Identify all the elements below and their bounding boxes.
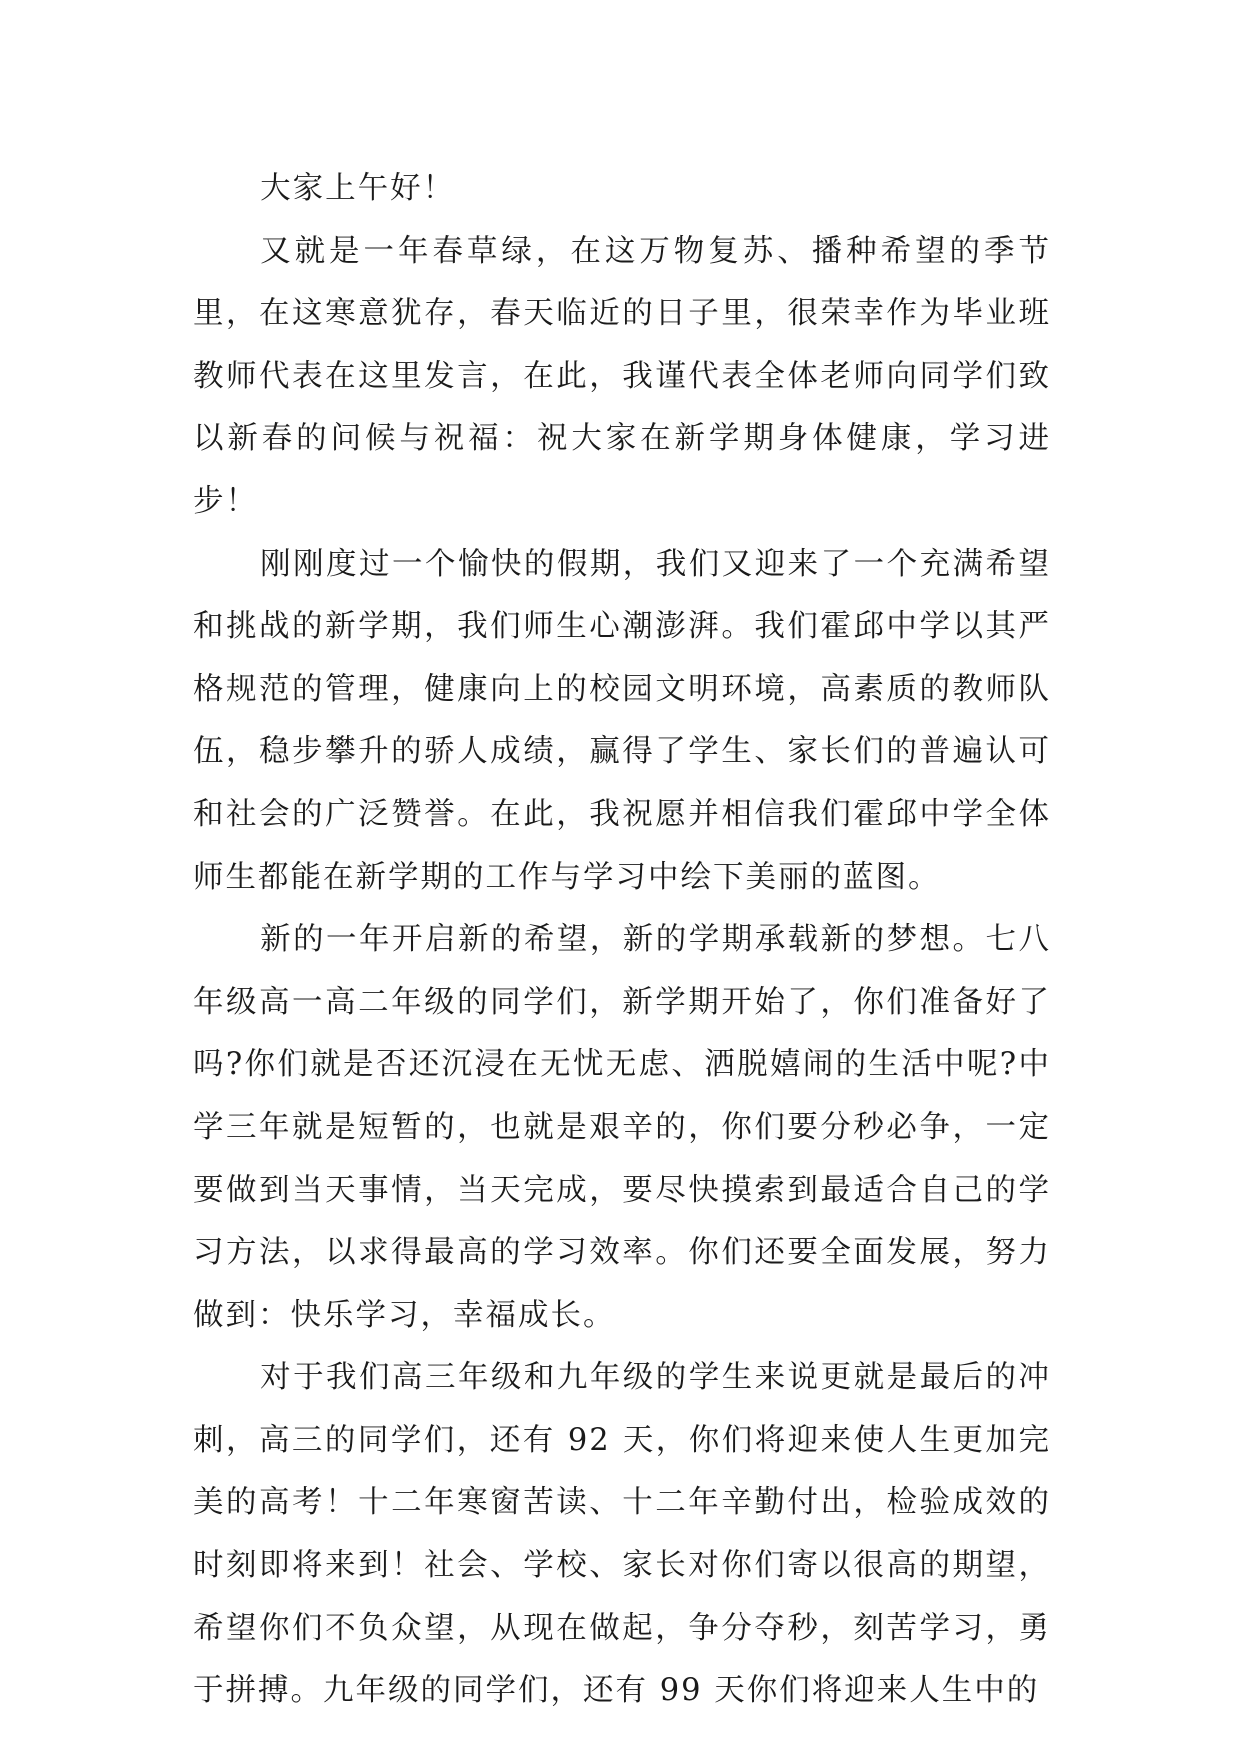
speech-body: [193, 158, 1051, 1723]
paragraph-greeting: 大家上午好！: [260, 171, 456, 206]
paragraph-spring-greeting: 又就是一年春草绿，在这万物复苏、播种希望的季节里，在这寒意犹存，春天临近的日子里，很荣幸作为毕业班教师代表在这里发言，在此，我谨代表全体老师向同学们致以新春的问候与祝福：祝大家在新学期身体健康，学习进步！: [193, 233, 1051, 519]
paragraph-graduating-classes: 对于我们高三年级和九年级的学生来说更就是最后的冲刺，高三的同学们，还有 92 天，你们将迎来使人生更加完美的高考！十二年寒窗苦读、十二年辛勤付出，检验成效的时刻即将来到！社会、学校、家长对你们寄以很高的期望，希望你们不负众望，从现在做起，争分夺秒，刻苦学习，勇于拼搏。九年级的同学们，还有 99 天你们将迎来人生中的: [193, 1360, 1051, 1709]
paragraph-new-semester: 刚刚度过一个愉快的假期，我们又迎来了一个充满希望和挑战的新学期，我们师生心潮澎湃。我们霍邱中学以其严格规范的管理，健康向上的校园文明环境，高素质的教师队伍，稳步攀升的骄人成绩，赢得了学生、家长们的普遍认可和社会的广泛赞誉。在此，我祝愿并相信我们霍邱中学全体师生都能在新学期的工作与学习中绘下美丽的蓝图。: [193, 546, 1051, 895]
paragraph-new-hopes: 新的一年开启新的希望，新的学期承载新的梦想。七八年级高一高二年级的同学们，新学期开始了，你们准备好了吗?你们就是否还沉浸在无忧无虑、洒脱嬉闹的生活中呢?中学三年就是短暂的，也就是艰辛的，你们要分秒必争，一定要做到当天事情，当天完成，要尽快摸索到最适合自己的学习方法，以求得最高的学习效率。你们还要全面发展，努力做到：快乐学习，幸福成长。: [193, 922, 1051, 1333]
